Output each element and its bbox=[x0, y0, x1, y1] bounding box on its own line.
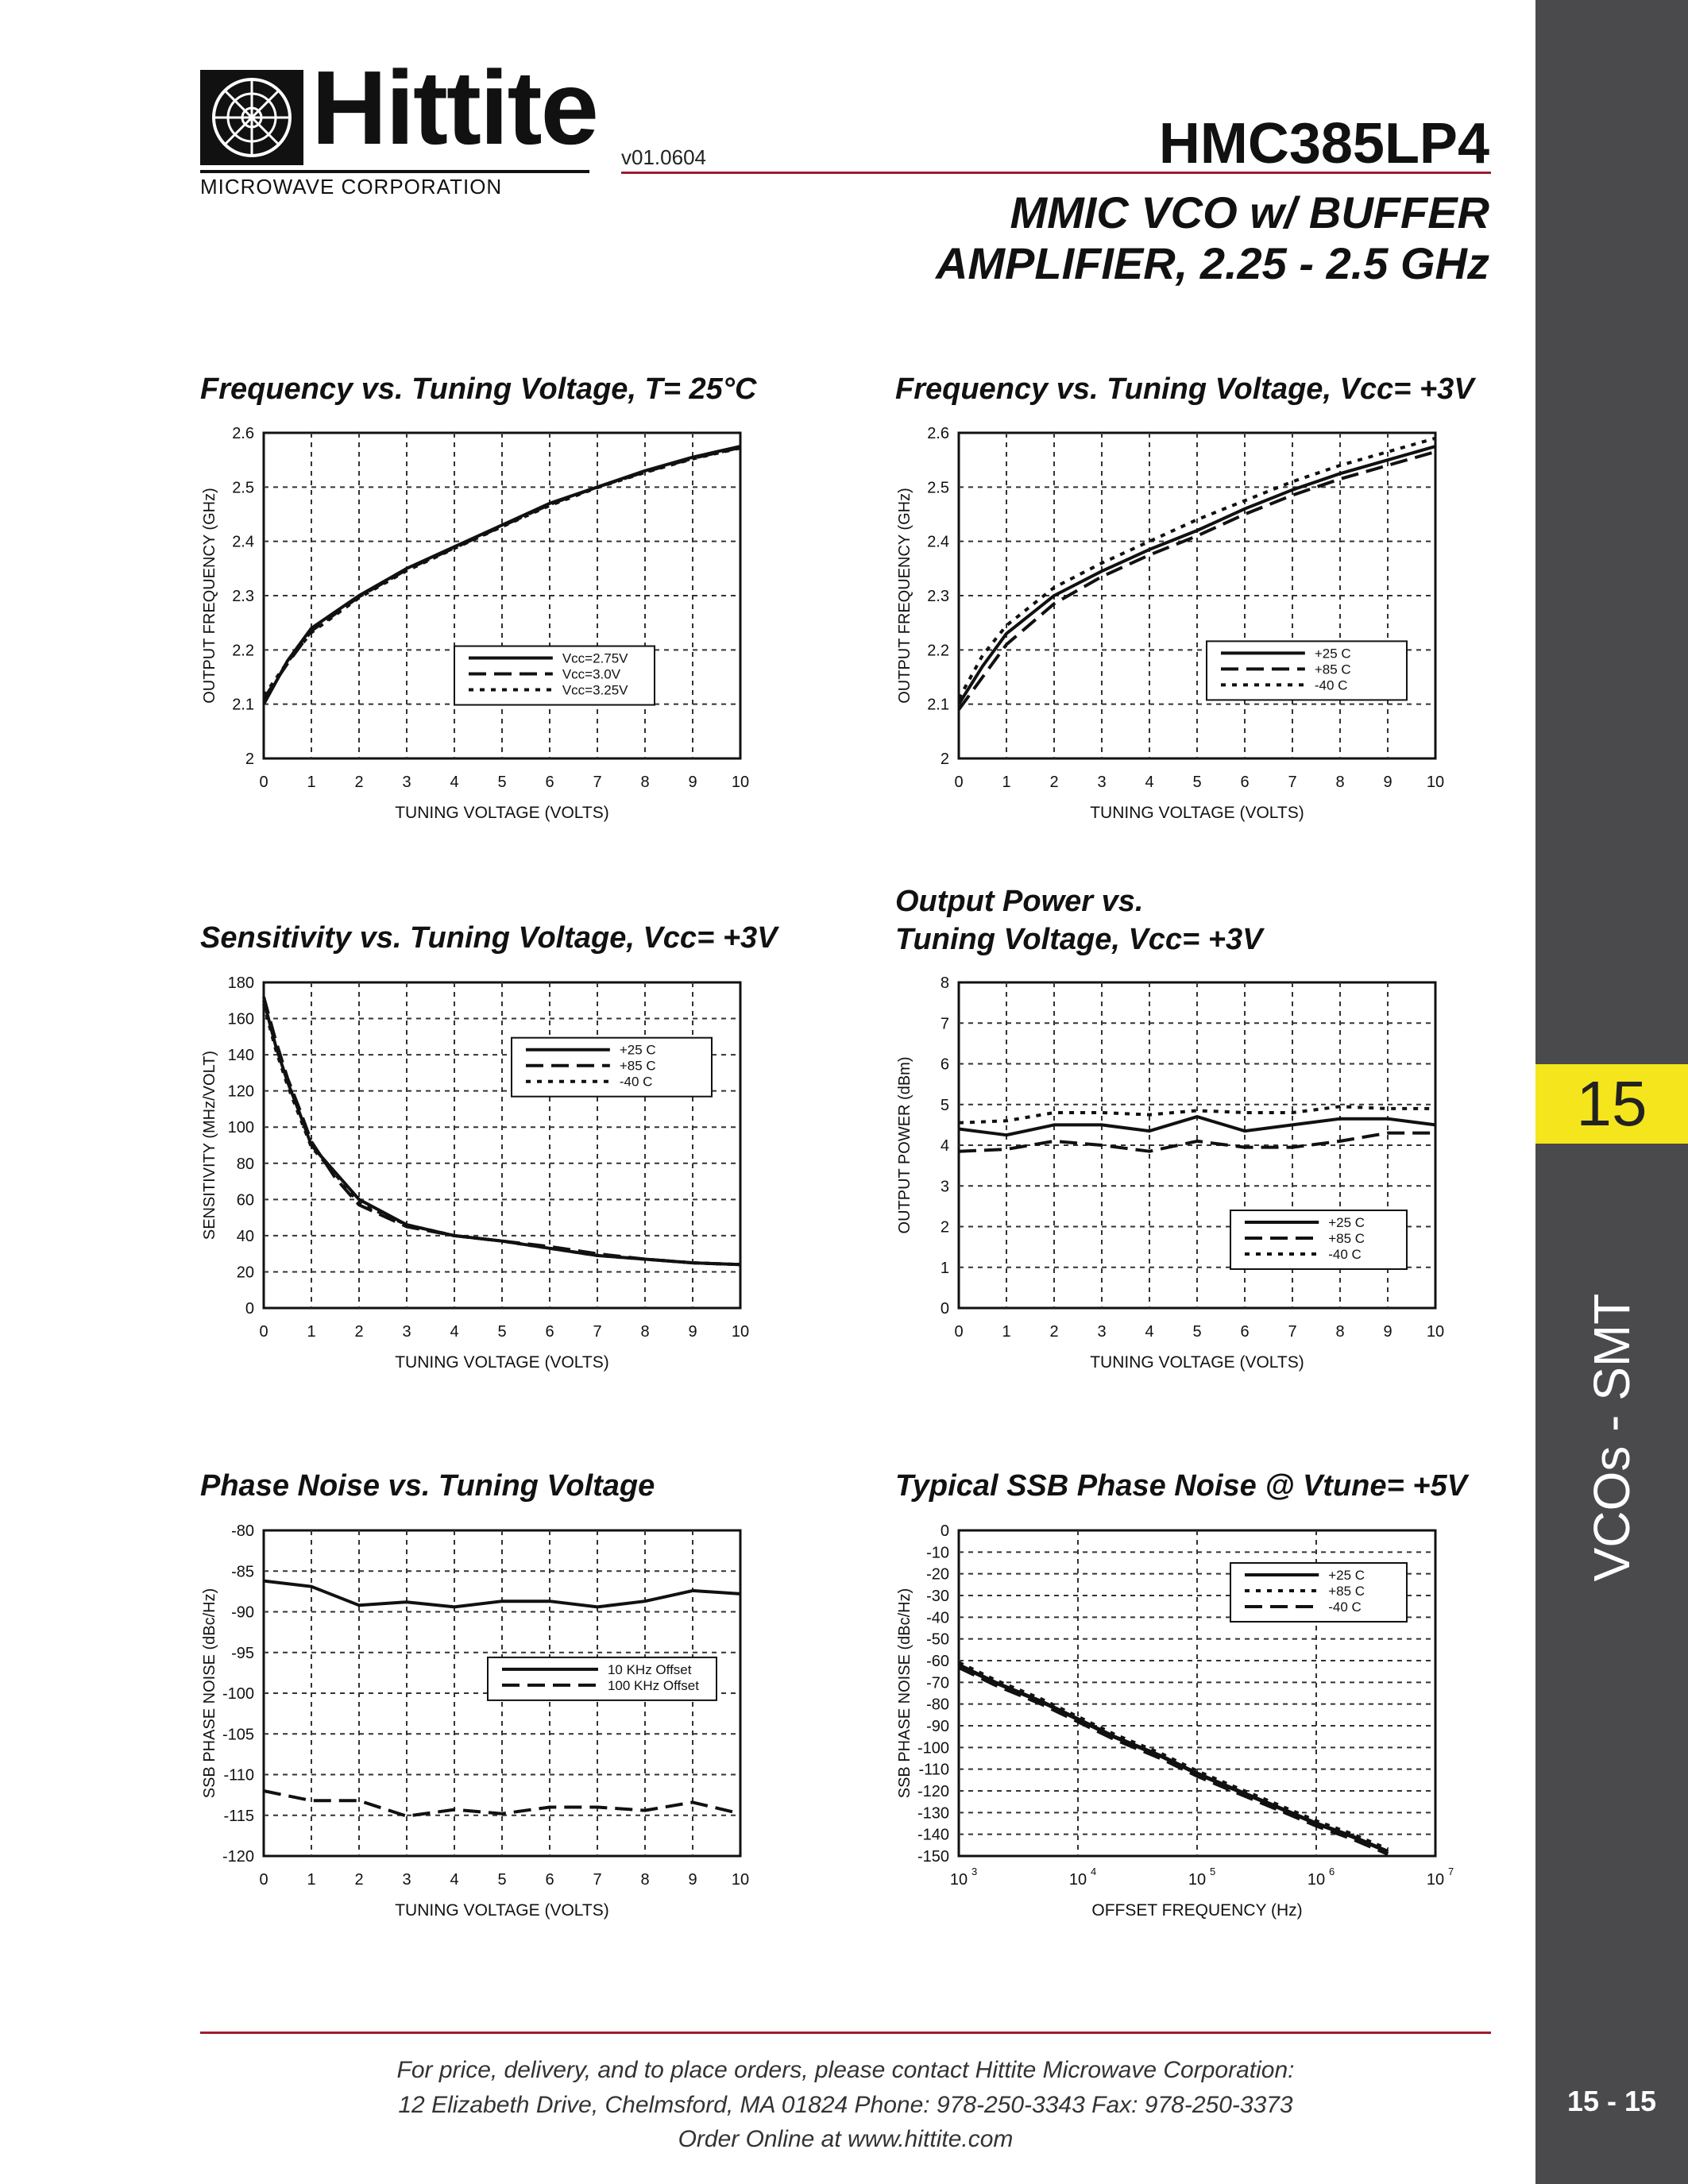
subtitle-line-2: AMPLIFIER, 2.25 - 2.5 GHz bbox=[935, 238, 1489, 289]
chart-freq-temp bbox=[886, 421, 1458, 834]
page-number: 15 - 15 bbox=[1566, 2085, 1657, 2117]
x-tick-label: 10 bbox=[1426, 774, 1445, 791]
x-tick-label: 4 bbox=[1145, 774, 1154, 791]
y-tick-label: -20 bbox=[926, 1565, 949, 1584]
x-tick-label: 1 bbox=[1002, 1323, 1011, 1341]
x-tick-label: 3 bbox=[402, 1323, 411, 1341]
y-tick-label: -85 bbox=[231, 1563, 254, 1581]
y-tick-label: 2.5 bbox=[232, 479, 254, 497]
y-axis-label: OUTPUT FREQUENCY (GHz) bbox=[201, 488, 218, 704]
y-tick-label: -10 bbox=[926, 1544, 949, 1562]
y-tick-label: 180 bbox=[227, 974, 254, 992]
x-tick-label: 10 bbox=[1188, 1871, 1207, 1889]
y-tick-label: 2 bbox=[245, 751, 254, 768]
legend-label: 10 KHz Offset bbox=[607, 1661, 692, 1677]
footer-line-1: For price, delivery, and to place orders, please contact Hittite Microwave Corporation: bbox=[396, 2057, 1295, 2083]
x-tick-label: 10 bbox=[1426, 1871, 1445, 1889]
y-tick-label: 60 bbox=[236, 1191, 254, 1210]
y-tick-label: 100 bbox=[227, 1119, 254, 1137]
y-tick-label: 2.1 bbox=[927, 696, 949, 714]
legend-label: 100 KHz Offset bbox=[607, 1677, 699, 1693]
x-tick-label: 9 bbox=[1383, 1323, 1393, 1341]
y-tick-label: 2.3 bbox=[927, 588, 949, 605]
x-tick-label: 6 bbox=[545, 1323, 554, 1341]
x-tick-label: 7 bbox=[593, 1323, 602, 1341]
x-tick-label: 6 bbox=[545, 1871, 554, 1889]
x-tick-label: 7 bbox=[1288, 1323, 1297, 1341]
product-subtitle bbox=[936, 187, 1489, 290]
x-tick-label: 8 bbox=[640, 774, 650, 791]
x-tick-exponent: 3 bbox=[971, 1866, 978, 1877]
x-tick-label: 6 bbox=[545, 774, 554, 791]
y-tick-label: 160 bbox=[227, 1010, 254, 1028]
y-tick-label: -115 bbox=[223, 1807, 254, 1825]
x-tick-label: 9 bbox=[688, 1871, 697, 1889]
x-axis-label: TUNING VOLTAGE (VOLTS) bbox=[1090, 804, 1304, 822]
chart-title-sensitivity: Sensitivity vs. Tuning Voltage, Vcc= +3V bbox=[200, 921, 778, 955]
x-tick-label: 5 bbox=[497, 1323, 507, 1341]
x-tick-label: 4 bbox=[1145, 1323, 1154, 1341]
legend-label: +25 C bbox=[1328, 1215, 1365, 1230]
x-tick-label: 1 bbox=[307, 1871, 316, 1889]
y-tick-label: -105 bbox=[222, 1726, 254, 1744]
chart-title-output-power-line-1: Output Power vs. bbox=[895, 885, 1144, 918]
chart-title-freq-vcc: Frequency vs. Tuning Voltage, T= 25°C bbox=[200, 372, 757, 406]
x-tick-label: 5 bbox=[1192, 1323, 1202, 1341]
footer-line-3: Order Online at www.hittite.com bbox=[678, 2126, 1014, 2152]
legend-label: +85 C bbox=[1314, 662, 1351, 677]
y-tick-label: -30 bbox=[926, 1588, 949, 1605]
x-tick-label: 6 bbox=[1240, 1323, 1250, 1341]
y-tick-label: -70 bbox=[926, 1674, 949, 1692]
y-tick-label: -110 bbox=[918, 1761, 949, 1779]
legend-label: -40 C bbox=[619, 1074, 653, 1090]
x-tick-label: 8 bbox=[1335, 1323, 1345, 1341]
x-tick-label: 7 bbox=[593, 774, 602, 791]
section-tab bbox=[1535, 1064, 1688, 1144]
x-tick-label: 3 bbox=[1097, 1323, 1107, 1341]
y-tick-label: 2.6 bbox=[232, 425, 254, 442]
y-tick-label: -100 bbox=[222, 1685, 254, 1703]
chart-sensitivity bbox=[191, 970, 763, 1383]
y-tick-label: 7 bbox=[940, 1015, 949, 1033]
x-tick-label: 7 bbox=[593, 1871, 602, 1889]
y-tick-label: 120 bbox=[227, 1082, 254, 1101]
x-tick-label: 3 bbox=[1097, 774, 1107, 791]
legend-label: +25 C bbox=[619, 1042, 656, 1058]
company-logo bbox=[200, 49, 597, 199]
x-tick-label: 0 bbox=[954, 774, 964, 791]
y-tick-label: -80 bbox=[231, 1522, 254, 1540]
y-tick-label: 8 bbox=[940, 974, 949, 992]
y-tick-label: 2 bbox=[940, 751, 949, 768]
y-tick-label: -90 bbox=[231, 1603, 254, 1622]
x-tick-label: 9 bbox=[1383, 774, 1393, 791]
x-tick-exponent: 7 bbox=[1448, 1866, 1454, 1877]
x-axis-label: TUNING VOLTAGE (VOLTS) bbox=[395, 1901, 609, 1920]
legend-label: +25 C bbox=[1314, 646, 1351, 662]
y-tick-label: -90 bbox=[926, 1718, 949, 1735]
chart-title-phase-noise: Phase Noise vs. Tuning Voltage bbox=[200, 1469, 655, 1503]
x-tick-label: 10 bbox=[731, 1871, 750, 1889]
y-tick-label: 2.1 bbox=[232, 696, 254, 714]
x-tick-label: 0 bbox=[954, 1323, 964, 1341]
y-axis-label: OUTPUT POWER (dBm) bbox=[896, 1056, 914, 1234]
y-tick-label: -80 bbox=[926, 1696, 949, 1714]
chart-output-power bbox=[886, 970, 1458, 1383]
y-tick-label: 0 bbox=[940, 1522, 949, 1540]
y-tick-label: 2.2 bbox=[232, 642, 254, 660]
legend-label: -40 C bbox=[1328, 1247, 1362, 1262]
chart-title-ssb-phase-noise: Typical SSB Phase Noise @ Vtune= +5V bbox=[895, 1469, 1467, 1503]
legend-label: -40 C bbox=[1314, 677, 1348, 693]
y-tick-label: 6 bbox=[940, 1055, 949, 1074]
legend-label: -40 C bbox=[1328, 1599, 1362, 1615]
y-tick-label: 2.4 bbox=[927, 533, 949, 551]
legend-label: +85 C bbox=[1328, 1584, 1365, 1599]
x-tick-label: 9 bbox=[688, 774, 697, 791]
x-tick-label: 2 bbox=[354, 1871, 364, 1889]
y-tick-label: -110 bbox=[223, 1766, 254, 1785]
x-tick-label: 10 bbox=[1307, 1871, 1326, 1889]
x-tick-exponent: 4 bbox=[1091, 1866, 1097, 1877]
y-tick-label: -60 bbox=[926, 1653, 949, 1670]
footer-line-2: 12 Elizabeth Drive, Chelmsford, MA 01824 Phone: 978-250-3343 Fax: 978-250-3373 bbox=[398, 2091, 1293, 2118]
x-tick-label: 2 bbox=[354, 774, 364, 791]
chart-phase-noise bbox=[191, 1518, 763, 1931]
x-tick-label: 4 bbox=[450, 1323, 459, 1341]
y-axis-label: SSB PHASE NOISE (dBc/Hz) bbox=[896, 1588, 914, 1799]
y-tick-label: 1 bbox=[940, 1259, 949, 1277]
y-tick-label: -100 bbox=[917, 1739, 949, 1758]
x-tick-label: 3 bbox=[402, 774, 411, 791]
legend-label: +85 C bbox=[619, 1058, 656, 1074]
x-tick-label: 8 bbox=[1335, 774, 1345, 791]
y-axis-label: OUTPUT FREQUENCY (GHz) bbox=[896, 488, 914, 704]
legend-label: Vcc=3.0V bbox=[562, 666, 621, 682]
chart-ssb-phase-noise bbox=[886, 1518, 1458, 1931]
x-tick-label: 10 bbox=[731, 774, 750, 791]
x-tick-label: 0 bbox=[259, 1323, 268, 1341]
x-tick-label: 5 bbox=[497, 774, 507, 791]
x-tick-label: 10 bbox=[949, 1871, 968, 1889]
legend-label: Vcc=2.75V bbox=[562, 650, 628, 666]
part-number: HMC385LP4 bbox=[1158, 112, 1489, 176]
y-tick-label: 2.5 bbox=[927, 479, 949, 497]
x-tick-label: 1 bbox=[307, 774, 316, 791]
x-axis-label: TUNING VOLTAGE (VOLTS) bbox=[395, 1353, 609, 1372]
x-tick-label: 10 bbox=[1426, 1323, 1445, 1341]
y-tick-label: 0 bbox=[245, 1300, 254, 1318]
y-tick-label: 20 bbox=[236, 1264, 254, 1282]
y-tick-label: -40 bbox=[926, 1609, 949, 1627]
chart-title-freq-temp: Frequency vs. Tuning Voltage, Vcc= +3V bbox=[895, 372, 1474, 406]
chart-title-output-power bbox=[895, 883, 1262, 959]
y-tick-label: -120 bbox=[917, 1783, 949, 1800]
x-tick-exponent: 6 bbox=[1329, 1866, 1335, 1877]
y-tick-label: 140 bbox=[227, 1047, 254, 1065]
y-tick-label: -130 bbox=[917, 1804, 949, 1823]
y-tick-label: 80 bbox=[236, 1155, 254, 1173]
y-tick-label: -120 bbox=[222, 1848, 254, 1866]
y-tick-label: 3 bbox=[940, 1178, 949, 1196]
y-tick-label: 2.6 bbox=[927, 425, 949, 442]
x-tick-label: 2 bbox=[354, 1323, 364, 1341]
x-axis-label: TUNING VOLTAGE (VOLTS) bbox=[395, 804, 609, 822]
x-tick-label: 4 bbox=[450, 1871, 459, 1889]
chart-title-output-power-line-2: Tuning Voltage, Vcc= +3V bbox=[895, 922, 1263, 956]
x-tick-label: 10 bbox=[731, 1323, 750, 1341]
logo-wordmark: Hittite bbox=[311, 49, 597, 166]
y-tick-label: 2.2 bbox=[927, 642, 949, 660]
y-tick-label: -150 bbox=[917, 1848, 949, 1866]
x-tick-label: 9 bbox=[688, 1323, 697, 1341]
y-tick-label: 40 bbox=[236, 1227, 254, 1245]
legend-label: +25 C bbox=[1328, 1568, 1365, 1583]
y-tick-label: 4 bbox=[940, 1137, 949, 1155]
chart-freq-vcc bbox=[191, 421, 763, 834]
footer-contact bbox=[200, 2053, 1491, 2157]
x-tick-label: 2 bbox=[1049, 774, 1059, 791]
x-tick-label: 1 bbox=[307, 1323, 316, 1341]
y-tick-label: 2.3 bbox=[232, 588, 254, 605]
x-tick-label: 5 bbox=[497, 1871, 507, 1889]
x-tick-label: 8 bbox=[640, 1323, 650, 1341]
footer-rule bbox=[200, 2032, 1491, 2034]
y-axis-label: SENSITIVITY (MHz/VOLT) bbox=[201, 1050, 218, 1241]
x-tick-label: 0 bbox=[259, 774, 268, 791]
y-tick-label: 2.4 bbox=[232, 533, 254, 551]
x-tick-label: 3 bbox=[402, 1871, 411, 1889]
x-tick-label: 4 bbox=[450, 774, 459, 791]
x-tick-label: 7 bbox=[1288, 774, 1297, 791]
x-tick-label: 2 bbox=[1049, 1323, 1059, 1341]
x-tick-label: 10 bbox=[1068, 1871, 1087, 1889]
legend-label: +85 C bbox=[1328, 1231, 1365, 1246]
x-tick-label: 0 bbox=[259, 1871, 268, 1889]
y-tick-label: -50 bbox=[926, 1630, 949, 1649]
y-tick-label: 2 bbox=[940, 1218, 949, 1237]
x-tick-exponent: 5 bbox=[1210, 1866, 1216, 1877]
y-tick-label: -95 bbox=[231, 1644, 254, 1662]
section-label: VCOs - SMT bbox=[1583, 1293, 1640, 1582]
version-label: v01.0604 bbox=[621, 145, 706, 169]
x-tick-label: 6 bbox=[1240, 774, 1250, 791]
x-tick-label: 1 bbox=[1002, 774, 1011, 791]
y-tick-label: 5 bbox=[940, 1096, 949, 1114]
y-tick-label: 0 bbox=[940, 1300, 949, 1318]
section-number: 15 bbox=[1576, 1068, 1647, 1139]
x-tick-label: 5 bbox=[1192, 774, 1202, 791]
x-axis-label: TUNING VOLTAGE (VOLTS) bbox=[1090, 1353, 1304, 1372]
logo-subtitle: MICROWAVE CORPORATION bbox=[200, 170, 589, 199]
x-axis-label: OFFSET FREQUENCY (Hz) bbox=[1091, 1901, 1303, 1920]
legend-label: Vcc=3.25V bbox=[562, 682, 628, 698]
x-tick-label: 8 bbox=[640, 1871, 650, 1889]
legend-box bbox=[1207, 641, 1407, 700]
y-tick-label: -140 bbox=[917, 1826, 949, 1844]
y-axis-label: SSB PHASE NOISE (dBc/Hz) bbox=[201, 1588, 218, 1799]
logo-emblem-icon bbox=[200, 70, 303, 165]
subtitle-line-1: MMIC VCO w/ BUFFER bbox=[1010, 187, 1489, 237]
